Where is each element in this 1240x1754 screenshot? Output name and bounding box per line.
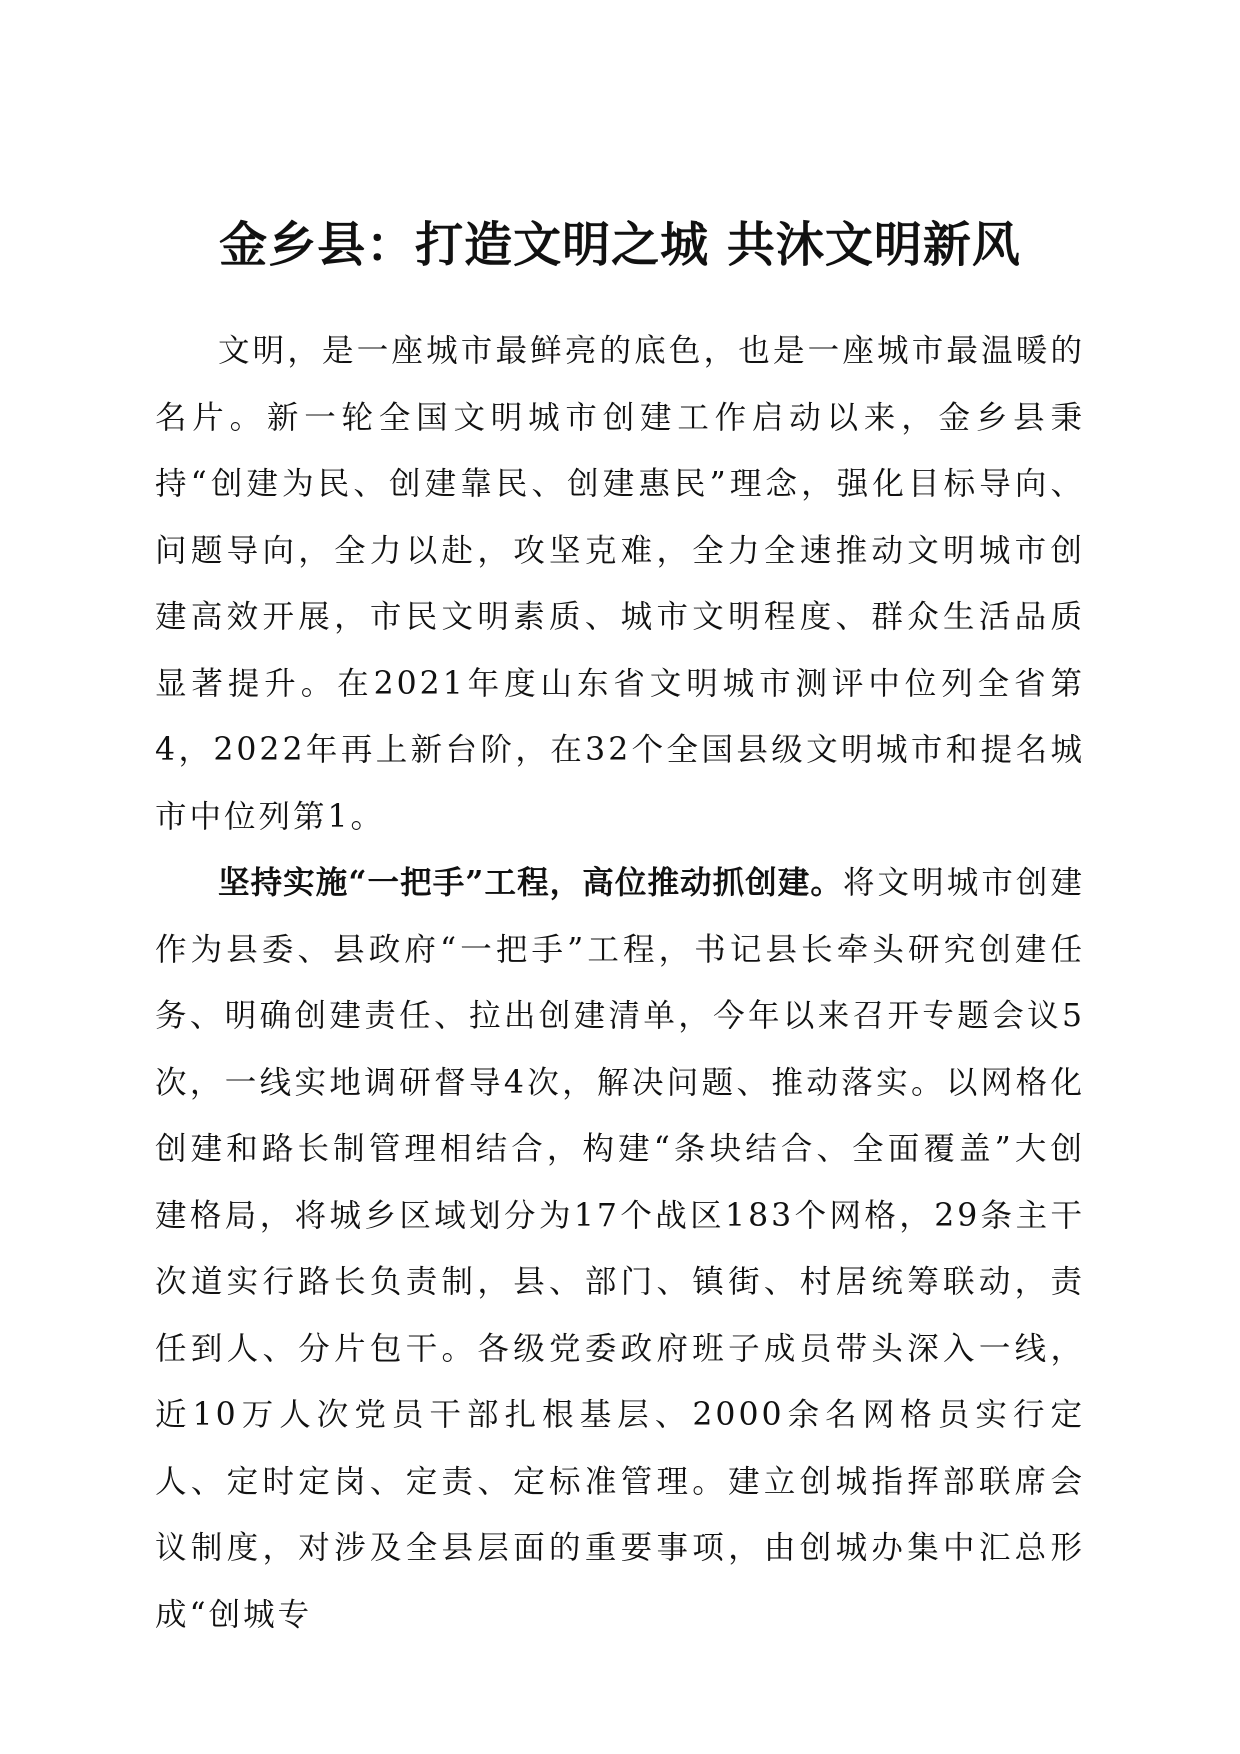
paragraph-text: 文明，是一座城市最鲜亮的底色，也是一座城市最温暖的名片。新一轮全国文明城市创建工作启动以来，金乡县秉持“创建为民、创建靠民、创建惠民”理念，强化目标导向、问题导向，全力以赴，攻坚克难，全力全速推动文明城市创建高效开展，市民文明素质、城市文明程度、群众生活品质显著提升。在2021年度山东省文明城市测评中位列全省第4，2022年再上新台阶，在32个全国县级文明城市和提名城市中位列第1。 (155, 333, 1085, 835)
document-title: 金乡县：打造文明之城 共沐文明新风 (219, 217, 1021, 274)
paragraph-intro (155, 318, 1085, 850)
paragraph-text: 将文明城市创建作为县委、县政府“一把手”工程，书记县长牵头研究创建任务、明确创建责任、拉出创建清单，今年以来召开专题会议5次，一线实地调研督导4次，解决问题、推动落实。以网格化创建和路长制管理相结合，构建“条块结合、全面覆盖”大创建格局，将城乡区域划分为17个战区183个网格，29条主干次道实行路长负责制，县、部门、镇街、村居统筹联动，责任到人、分片包干。各级党委政府班子成员带头深入一线，近10万人次党员干部扎根基层、2000余名网格员实行定人、定时定岗、定责、定标准管理。建立创城指挥部联席会议制度，对涉及全县层面的重要事项，由创城办集中汇总形成“创城专 (155, 865, 1085, 1633)
paragraph-leadership (155, 850, 1085, 1648)
document-body (155, 318, 1085, 1648)
paragraph-lead-heading: 坚持实施“一把手”工程，高位推动抓创建。 (218, 864, 843, 901)
